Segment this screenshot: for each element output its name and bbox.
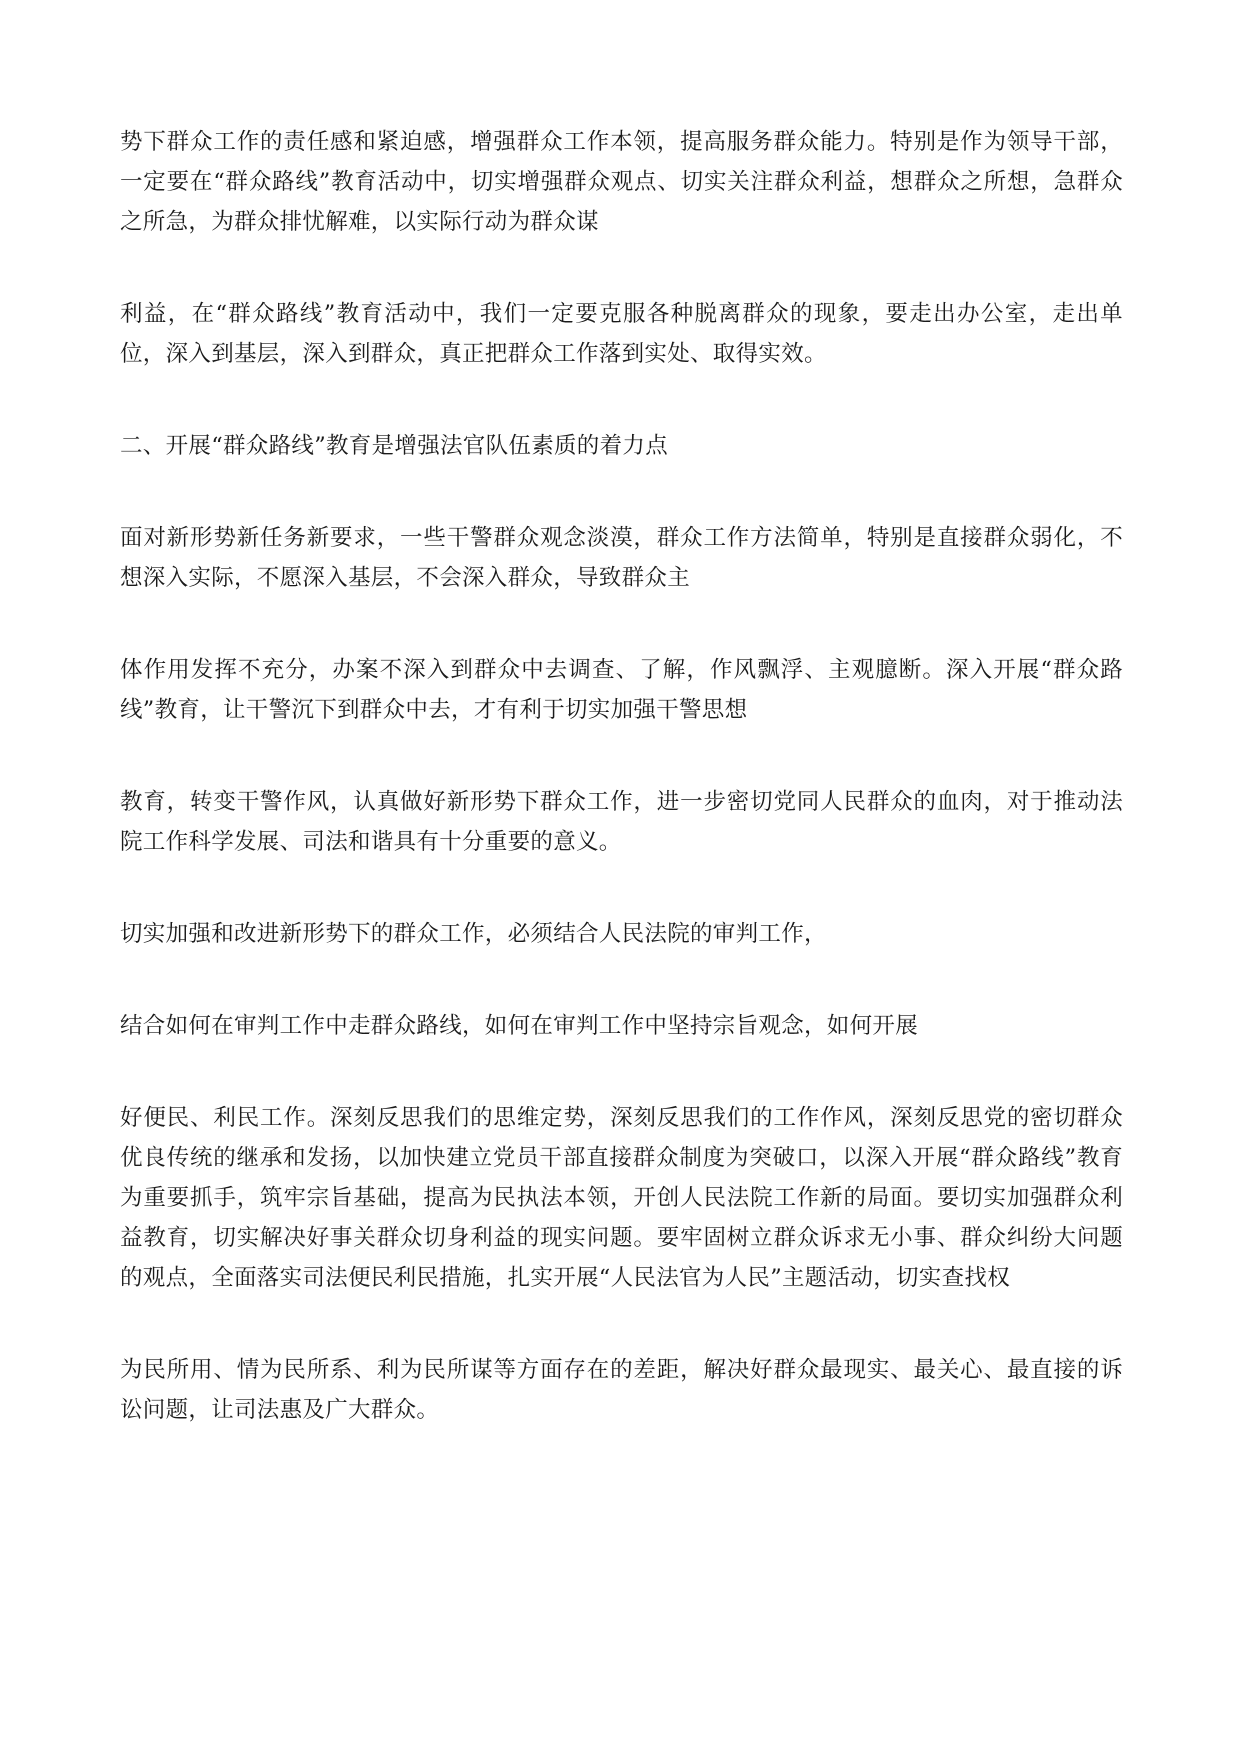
paragraph: 体作用发挥不充分，办案不深入到群众中去调查、了解，作风飘浮、主观臆断。深入开展“群众路线”教育，让干警沉下到群众中去，才有利于切实加强干警思想: [120, 657, 1123, 723]
paragraph: 结合如何在审判工作中走群众路线，如何在审判工作中坚持宗旨观念，如何开展: [120, 1013, 919, 1039]
paragraph: 好便民、利民工作。深刻反思我们的思维定势，深刻反思我们的工作作风，深刻反思党的密切群众优良传统的继承和发扬，以加快建立党员干部直接群众制度为突破口，以深入开展“群众路线”教育为重要抓手，筑牢宗旨基础，提高为民执法本领，开创人民法院工作新的局面。要切实加强群众利益教育，切实解决好事关群众切身利益的现实问题。要牢固树立群众诉求无小事、群众纠纷大问题的观点，全面落实司法便民利民措施，扎实开展“人民法官为人民”主题活动，切实查找权: [120, 1105, 1123, 1291]
paragraph: 势下群众工作的责任感和紧迫感，增强群众工作本领，提高服务群众能力。特别是作为领导干部，一定要在“群众路线”教育活动中，切实增强群众观点、切实关注群众利益，想群众之所想，急群众之所急，为群众排忧解难，以实际行动为群众谋: [120, 129, 1123, 235]
document-body: [120, 122, 1123, 1430]
section-heading: 二、开展“群众路线”教育是增强法官队伍素质的着力点: [120, 433, 669, 459]
paragraph: 教育，转变干警作风，认真做好新形势下群众工作，进一步密切党同人民群众的血肉，对于推动法院工作科学发展、司法和谐具有十分重要的意义。: [120, 789, 1123, 855]
paragraph: 利益，在“群众路线”教育活动中，我们一定要克服各种脱离群众的现象，要走出办公室，走出单位，深入到基层，深入到群众，真正把群众工作落到实处、取得实效。: [120, 301, 1123, 367]
paragraph: 为民所用、情为民所系、利为民所谋等方面存在的差距，解决好群众最现实、最关心、最直接的诉讼问题，让司法惠及广大群众。: [120, 1357, 1123, 1423]
paragraph: 切实加强和改进新形势下的群众工作，必须结合人民法院的审判工作，: [120, 921, 827, 947]
paragraph: 面对新形势新任务新要求，一些干警群众观念淡漠，群众工作方法简单，特别是直接群众弱化，不想深入实际，不愿深入基层，不会深入群众，导致群众主: [120, 525, 1123, 591]
